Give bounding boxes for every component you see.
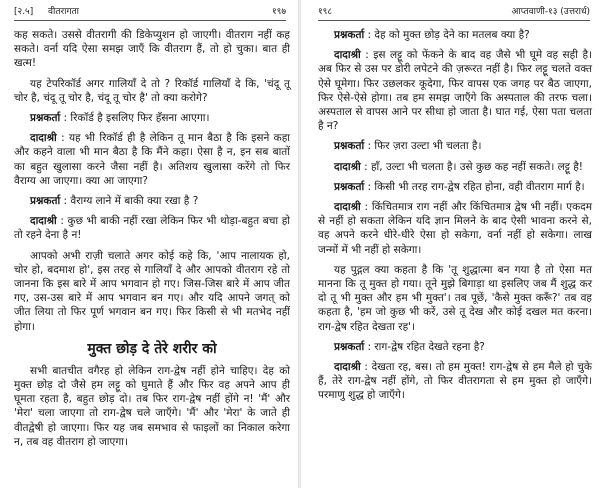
speaker-label: प्रश्नकर्ता [30, 112, 61, 125]
dialogue-paragraph: प्रश्नकर्ता : किसी भी तरह राग-द्वेष रहित होना, वही वीतराग मार्ग है। [334, 180, 585, 193]
dialogue-paragraph: प्रश्नकर्ता : वैराग्य लाने में बाकी क्या रखा है ? [30, 195, 199, 208]
paragraph-text: सभी बातचीत वगैरह हो लेकिन राग-द्वेष नहीं होने चाहिए। देह को मुक्त छोड़ दो जैसे हम लट्टू को घुमाते हैं और फिर वह अपने आप ही घूमता रहता है, बहुत छोड़ दो। तब फिर राग-द्वेष नहीं होंगे न! 'मैं' और 'मेरा' चला जाएगा तो राग-द्वेष चले जाएँगे। 'मैं' और 'मेरा' के जाते ही वीतद्वेषी हो जाएगा। फिर यह जब समभाव से फाइलों का निकाल करेगा न, तब वह वीतराग हो जाएगा। [14, 364, 290, 448]
paragraph-text: वैराग्य लाने में बाकी क्या रखा है ? [70, 195, 199, 208]
paragraph-text: देह को मुक्त छोड़ देने का मतलब क्या है? [374, 29, 530, 41]
section-number: [२.५] [14, 7, 34, 17]
paragraph-text: आपको अभी राज़ी चलाते अगर कोई कहे कि, 'आप नालायक हो, चोर हो, बदमाश हो', इस तरह से गालियाँ दे और आपको वीतराग रहे तो जानना कि इस बारे में आप भगवान हो गए। जिस-जिस बारे में आप जीत गए, उस-उस बारे में आप भगवान बन गए। और यदि आपने जगत् को जीत लिया तो फिर पूर्ण भगवान बन गए। फिर किसी से भी मतभेद नहीं होगा। [14, 249, 290, 333]
dialogue-paragraph: दादाश्री : हाँ, उल्टा भी चलता है। उसे कुछ कह नहीं सकते। लट्टू है! [334, 160, 584, 173]
left-page-body [14, 28, 290, 455]
speaker-label: प्रश्नकर्ता [334, 340, 365, 353]
speaker-label: प्रश्नकर्ता [30, 195, 61, 208]
speaker-label: दादाश्री [334, 361, 361, 374]
paragraph-text: राग-द्वेष रहित देखते रहना है? [374, 340, 485, 353]
running-title: वीतरागता [48, 7, 80, 17]
dialogue-paragraph: प्रश्नकर्ता : देह को मुक्त छोड़ देने का मतलब क्या है? [334, 29, 530, 41]
speaker-label: प्रश्नकर्ता [334, 29, 365, 41]
dialogue-paragraph: दादाश्री : इस लट्टू को फेंकने के बाद वह जैसे भी घूमे वह सही है। अब फिर से उस पर डोरी लपेटने की ज़रूरत नहीं है। फिर लट्टू चलते वक्त ऐसे घूमेगा। फिर उछलकर कूदेगा, फिर वापस एक जगह पर बैठ जाएगा, फिर ऐसे-ऐसे होगा। तब हम समझ जाएँगे कि अस्पताल की तरफ चला। अस्पताल से वापस आने पर सीधा हो जाता है। घात गई, ऐसा पता चलता है न? [318, 49, 592, 133]
paragraph-text: किसी भी तरह राग-द्वेष रहित होना, वही वीतराग मार्ग है। [374, 180, 585, 193]
paragraph-text: यह भी रिकॉर्ड ही है लेकिन तू मान बैठा है कि इसने कहा और कहने वाला भी मान बैठा है कि मैंने कहा। ऐसा है न, इन सब बातों का बहुत खुलासा करने जैसा नहीं है। अतिशय खुलासा करेंगे तो फिर वैराग्य आ जाएगा। क्या आ जाएगा? [14, 132, 290, 187]
dialogue-paragraph: प्रश्नकर्ता : राग-द्वेष रहित देखते रहना है? [334, 340, 485, 353]
right-page-body [318, 28, 592, 409]
speaker-label: दादाश्री [30, 215, 57, 228]
dialogue-paragraph: दादाश्री : किंचितमात्र राग नहीं और किंचितमात्र द्वेष भी नहीं। एकदम से नहीं हो सकता लेकिन यदि ज्ञान मिलने के बाद ऐसी भावना करने से, वह अपने करने धीरे-धीरे ऐसा हो सकेगा, वर्ना नहीं हो सकेगा। लाख जन्मों में भी नहीं हो सकेगा। [318, 201, 592, 256]
page-number: १९७ [271, 7, 286, 17]
dialogue-paragraph: दादाश्री : देखता रह, बस। तो हम मुक्त! राग-द्वेष से हम मैले हो चुके हैं, तेरे राग-द्वेष नहीं होंगे, तो फिर वीतरागता से हम मुक्त हो जाएँगे। परमाणु शुद्ध हो जाएँगे। [318, 361, 592, 402]
paragraph-text: यह टेपरिकॉर्ड अगर गालियाँ दे तो ? रिकॉर्ड गालियाँ दे कि, 'चंदू तू चोर है, चंदू तू चोर है, चंदू तू चोर है' तो क्या करोगे? [14, 77, 290, 104]
paragraph-text: फिर ज़रा उल्टा भी चलता है। [374, 140, 482, 153]
paragraph [14, 77, 290, 105]
speaker-label: प्रश्नकर्ता [334, 140, 365, 153]
running-title: आप्तवाणी-१३ (उत्तरार्ध) [511, 7, 590, 17]
speaker-label: दादाश्री [334, 160, 361, 173]
right-page [300, 0, 599, 488]
speaker-label: प्रश्नकर्ता [334, 180, 365, 193]
section-heading: मुक्त छोड़ दे तेरे शरीर को [87, 340, 217, 357]
right-page-header [318, 4, 590, 21]
paragraph-text: किंचितमात्र राग नहीं और किंचितमात्र द्वेष भी नहीं। एकदम से नहीं हो सकता लेकिन यदि ज्ञान मिलने के बाद ऐसी भावना करने से, वह अपने करने धीरे-धीरे ऐसा हो सकेगा, वर्ना नहीं हो सकेगा। लाख जन्मों में भी नहीं हो सकेगा। [318, 201, 592, 256]
dialogue-paragraph: प्रश्नकर्ता : रिकॉर्ड है इसलिए फिर हँसना आएगा। [30, 112, 210, 125]
speaker-label: दादाश्री [334, 201, 361, 214]
paragraph-text: कह सकते। उससे वीतरागी की डिकेप्युशन हो जाएगी। वीतराग नहीं कह सकते। वर्ना यदि ऐसा समझ जाएँ कि वीतराग हैं, तो हो चुका। बात ही खत्म! [14, 29, 290, 70]
paragraph-text: कुछ भी बाकी नहीं रखा लेकिन फिर भी थोड़ा-बहुत बचा हो तो रहने देना है न! [14, 215, 290, 242]
left-page-header [14, 4, 286, 21]
page-number: १९८ [318, 7, 333, 17]
dialogue-paragraph: दादाश्री : कुछ भी बाकी नहीं रखा लेकिन फिर भी थोड़ा-बहुत बचा हो तो रहने देना है न! [14, 215, 290, 242]
paragraph [14, 364, 290, 449]
paragraph [14, 249, 290, 334]
paragraph-text: यह पुद्गल क्या कहता है कि 'तू शुद्धात्मा बन गया है तो ऐसा मत मानना कि तू मुक्त हो गया। तूने मुझे बिगाड़ा था इसलिए जब मैं शुद्ध कर दो तू भी मुक्त और हम भी मुक्त'। तब पूछें, 'कैसे मुक्त करूँ?' तब वह कहता है, 'हम जो कुछ भी करें, उसे तू देख और कोई दखल मत करना। राग-द्वेष रहित देखता रह'। [318, 263, 592, 333]
paragraph [318, 263, 592, 334]
left-page [0, 0, 299, 488]
paragraph-text: रिकॉर्ड है इसलिए फिर हँसना आएगा। [70, 112, 210, 125]
dialogue-paragraph: दादाश्री : यह भी रिकॉर्ड ही है लेकिन तू मान बैठा है कि इसने कहा और कहने वाला भी मान बैठा है कि मैंने कहा। ऐसा है न, इन सब बातों का बहुत खुलासा करने जैसा नहीं है। अतिशय खुलासा करेंगे तो फिर वैराग्य आ जाएगा। क्या आ जाएगा? [14, 132, 290, 187]
paragraph [14, 28, 290, 71]
paragraph-text: इस लट्टू को फेंकने के बाद वह जैसे भी घूमे वह सही है। अब फिर से उस पर डोरी लपेटने की ज़रूरत नहीं है। फिर लट्टू चलते वक्त ऐसे घूमेगा। फिर उछलकर कूदेगा, फिर वापस एक जगह पर बैठ जाएगा, फिर ऐसे-ऐसे होगा। तब हम समझ जाएँगे कि अस्पताल की तरफ चला। अस्पताल से वापस आने पर सीधा हो जाता है। घात गई, ऐसा पता चलता है न? [318, 49, 592, 133]
speaker-label: दादाश्री [334, 49, 361, 62]
speaker-label: दादाश्री [30, 132, 57, 145]
paragraph-text: हाँ, उल्टा भी चलता है। उसे कुछ कह नहीं सकते। लट्टू है! [370, 160, 584, 173]
dialogue-paragraph: प्रश्नकर्ता : फिर ज़रा उल्टा भी चलता है। [334, 140, 482, 153]
paragraph-text: देखता रह, बस। तो हम मुक्त! राग-द्वेष से हम मैले हो चुके हैं, तेरे राग-द्वेष नहीं होंगे, तो फिर वीतरागता से हम मुक्त हो जाएँगे। परमाणु शुद्ध हो जाएँगे। [318, 361, 592, 402]
